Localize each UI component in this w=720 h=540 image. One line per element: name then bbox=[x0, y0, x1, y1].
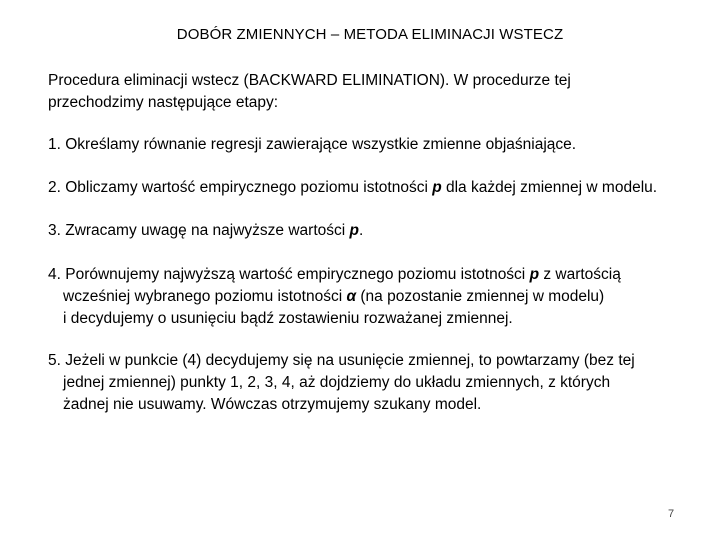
step-2-text-before: 2. Obliczamy wartość empirycznego poziomu istotności bbox=[48, 179, 433, 196]
slide-title: DOBÓR ZMIENNYCH – METODA ELIMINACJI WSTECZ bbox=[176, 26, 564, 43]
step-1-text: 1. Określamy równanie regresji zawierające wszystkie zmienne objaśniające. bbox=[48, 136, 577, 153]
step-2-line bbox=[48, 177, 688, 199]
step-4-l2-after: (na pozostanie zmiennej w modelu) bbox=[356, 288, 605, 305]
step-3-text-after: . bbox=[358, 222, 364, 239]
step-4-line-1 bbox=[48, 264, 688, 286]
step-4-p-symbol: p bbox=[529, 266, 540, 283]
step-4-l1-after: z wartością bbox=[539, 266, 621, 283]
step-4-l1-before: 4. Porównujemy najwyższą wartość empirycznego poziomu istotności bbox=[48, 266, 530, 283]
step-1 bbox=[48, 134, 688, 156]
intro-line-1: Procedura eliminacji wstecz (BACKWARD ELIMINATION). W procedurze tej bbox=[48, 72, 571, 89]
step-4-l2-before: wcześniej wybranego poziomu istotności bbox=[63, 288, 347, 305]
step-4-alpha-symbol: α bbox=[346, 288, 357, 305]
step-3-text-before: 3. Zwracamy uwagę na najwyższe wartości bbox=[48, 222, 350, 239]
step-5-line-3: żadnej nie usuwamy. Wówczas otrzymujemy szukany model. bbox=[63, 396, 482, 413]
intro-line-2: przechodzimy następujące etapy: bbox=[48, 94, 279, 111]
step-2 bbox=[48, 177, 688, 199]
step-4-line-3: i decydujemy o usunięciu bądź zostawieniu rozważanej zmiennej. bbox=[63, 310, 513, 327]
step-5 bbox=[48, 350, 688, 416]
step-3-p-symbol: p bbox=[349, 222, 359, 239]
step-2-p-symbol: p bbox=[432, 179, 442, 196]
step-5-line-1: 5. Jeżeli w punkcie (4) decydujemy się na usunięcie zmiennej, to powtarzamy (bez tej bbox=[48, 352, 635, 369]
step-3-line bbox=[48, 220, 688, 242]
step-5-line-2: jednej zmiennej) punkty 1, 2, 3, 4, aż dojdziemy do układu zmiennych, z których bbox=[63, 374, 611, 391]
page-number: 7 bbox=[668, 508, 675, 520]
step-2-text-after: dla każdej zmiennej w modelu. bbox=[441, 179, 658, 196]
step-4-line-2 bbox=[48, 286, 688, 308]
step-4 bbox=[48, 264, 688, 330]
intro-paragraph bbox=[48, 70, 688, 114]
step-3 bbox=[48, 220, 688, 242]
